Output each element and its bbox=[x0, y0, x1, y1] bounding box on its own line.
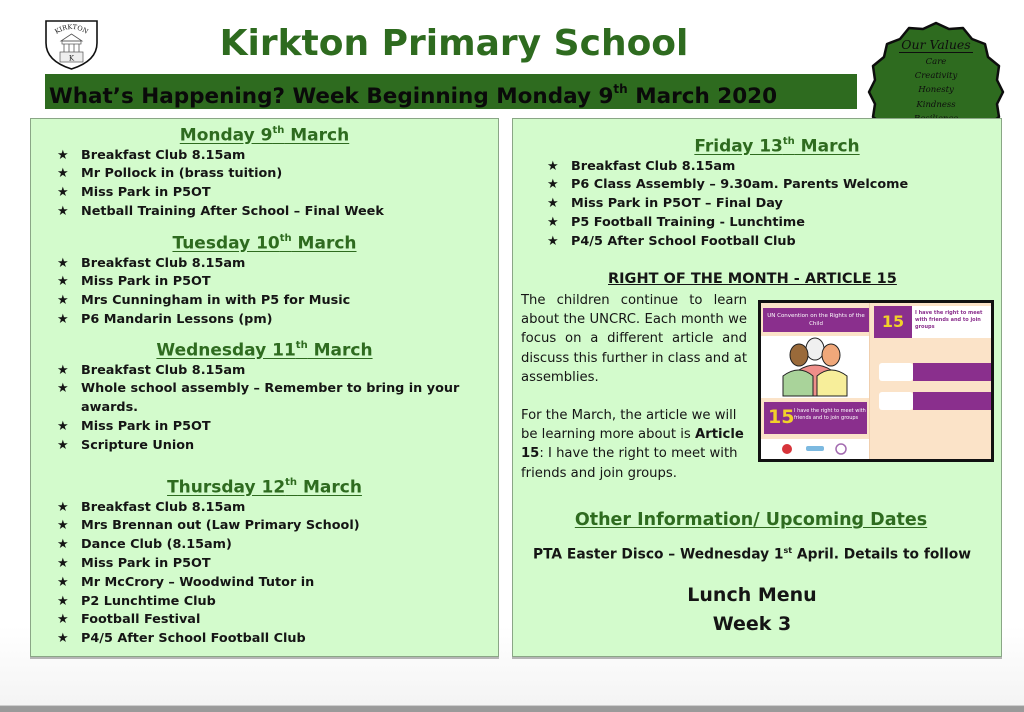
banner-sup: th bbox=[613, 82, 628, 96]
list-item: ★ Whole school assembly – Remember to bring in your awards. bbox=[57, 381, 460, 416]
article-number: 15 bbox=[768, 406, 795, 428]
poster-example-row bbox=[879, 392, 991, 410]
star-bullet-icon: ★ bbox=[57, 362, 69, 378]
star-bullet-icon: ★ bbox=[57, 499, 69, 515]
list-item: ★ Breakfast Club 8.15am bbox=[55, 255, 498, 274]
list-item: ★ Mrs Cunningham in with P5 for Music bbox=[55, 292, 498, 311]
article-paragraph: For the March, the article we will be learning more about is Article 15: I have the right to meet with friends and join groups. bbox=[521, 408, 744, 481]
uncrc-description bbox=[521, 291, 747, 502]
star-bullet-icon: ★ bbox=[57, 518, 69, 534]
weekday-schedule-panel bbox=[30, 118, 499, 657]
value-item: Care bbox=[925, 57, 947, 67]
list-item: ★ Mr Pollock in (brass tuition) bbox=[55, 165, 498, 184]
star-bullet-icon: ★ bbox=[57, 437, 69, 453]
event-list bbox=[31, 255, 498, 330]
list-item: ★ P6 Mandarin Lessons (pm) bbox=[55, 311, 498, 330]
list-item: ★ Miss Park in P5OT bbox=[55, 273, 498, 292]
article-label: Article 15 bbox=[521, 427, 744, 462]
day-heading: Monday 9th March bbox=[179, 125, 350, 146]
friday-and-info-panel bbox=[512, 118, 1002, 657]
star-bullet-icon: ★ bbox=[57, 312, 69, 328]
list-item: ★ Football Festival bbox=[55, 611, 498, 630]
crest-letter: K bbox=[68, 54, 75, 63]
day-heading: Thursday 12th March bbox=[167, 477, 362, 498]
star-bullet-icon: ★ bbox=[547, 158, 559, 174]
value-item: Honesty bbox=[918, 85, 954, 96]
list-item: ★ Scripture Union bbox=[55, 437, 498, 456]
event-list bbox=[521, 158, 1001, 252]
uncrc-article-15-poster bbox=[758, 300, 994, 462]
star-bullet-icon: ★ bbox=[57, 274, 69, 290]
day-section-thursday bbox=[31, 473, 498, 649]
star-bullet-icon: ★ bbox=[547, 196, 559, 212]
star-bullet-icon: ★ bbox=[57, 556, 69, 572]
value-item: Creativity bbox=[914, 71, 958, 82]
week-banner bbox=[45, 74, 857, 109]
other-info-heading: Other Information/ Upcoming Dates bbox=[574, 510, 928, 530]
values-title: Our Values bbox=[901, 37, 971, 52]
list-item: ★ Mr McCrory – Woodwind Tutor in bbox=[55, 574, 498, 593]
day-section-wednesday bbox=[31, 336, 498, 456]
list-item: ★ Miss Park in P5OT bbox=[55, 555, 498, 574]
list-item: ★ Breakfast Club 8.15am bbox=[55, 499, 498, 518]
banner-text-end: March 2020 bbox=[627, 84, 778, 110]
crest-text: KIRKTON bbox=[53, 22, 90, 36]
list-item: ★ P4/5 After School Football Club bbox=[545, 233, 1001, 252]
star-bullet-icon: ★ bbox=[57, 593, 69, 609]
school-title: Kirkton Primary School bbox=[219, 23, 689, 64]
day-heading: Tuesday 10th March bbox=[172, 233, 357, 254]
list-item: ★ P4/5 After School Football Club bbox=[55, 630, 498, 649]
children-illustration-icon bbox=[761, 336, 869, 398]
list-item: ★ Breakfast Club 8.15am bbox=[55, 147, 498, 166]
day-section-friday bbox=[547, 132, 1001, 252]
article-text: I have the right to meet with friends and to join groups bbox=[915, 310, 983, 330]
lunch-menu-title: Lunch Menu bbox=[687, 584, 817, 606]
list-item: ★ Mrs Brennan out (Law Primary School) bbox=[55, 517, 498, 536]
list-item: ★ Breakfast Club 8.15am bbox=[545, 158, 1001, 177]
star-bullet-icon: ★ bbox=[57, 255, 69, 271]
star-bullet-icon: ★ bbox=[57, 631, 69, 647]
star-bullet-icon: ★ bbox=[57, 537, 69, 553]
list-item: ★ Netball Training After School – Final Week bbox=[55, 203, 498, 222]
star-bullet-icon: ★ bbox=[57, 166, 69, 182]
list-item: ★ Miss Park in P5OT bbox=[55, 418, 498, 437]
star-bullet-icon: ★ bbox=[57, 612, 69, 628]
star-bullet-icon: ★ bbox=[57, 293, 69, 309]
poster-logos bbox=[761, 439, 869, 459]
star-bullet-icon: ★ bbox=[57, 185, 69, 201]
list-item: ★ Dance Club (8.15am) bbox=[55, 536, 498, 555]
article-number: 15 bbox=[874, 306, 912, 338]
pta-event: PTA Easter Disco – Wednesday 1st April. Details to follow bbox=[532, 546, 971, 563]
day-section-tuesday bbox=[31, 229, 498, 330]
star-bullet-icon: ★ bbox=[547, 233, 559, 249]
lunch-menu-week: Week 3 bbox=[712, 613, 792, 635]
poster-explanation-row bbox=[879, 363, 991, 381]
list-item: ★ P5 Football Training - Lunchtime bbox=[545, 214, 1001, 233]
article-text: I have the right to meet with friends and to join groups bbox=[794, 408, 866, 421]
uncrc-paragraph: The children continue to learn about the UNCRC. Each month we focus on a different article and discuss this further in class and at assemblies. bbox=[521, 293, 747, 385]
list-item: ★ P2 Lunchtime Club bbox=[55, 593, 498, 612]
poster-banner: UN Convention on the Rights of the Child bbox=[763, 308, 869, 332]
banner-text: What’s Happening? Week Beginning Monday 9 bbox=[49, 84, 614, 110]
day-heading: Friday 13th March bbox=[694, 136, 860, 157]
article-15-card bbox=[764, 402, 867, 434]
list-item: ★ Miss Park in P5OT bbox=[55, 184, 498, 203]
star-bullet-icon: ★ bbox=[57, 204, 69, 220]
event-list bbox=[31, 147, 498, 222]
lunch-menu bbox=[513, 581, 991, 639]
star-bullet-icon: ★ bbox=[547, 177, 559, 193]
day-section-monday bbox=[31, 121, 498, 222]
list-item: ★ P6 Class Assembly – 9.30am. Parents Welcome bbox=[545, 176, 1001, 195]
event-list bbox=[31, 362, 498, 456]
star-bullet-icon: ★ bbox=[57, 147, 69, 163]
value-item: Kindness bbox=[916, 99, 956, 110]
list-item: ★ Breakfast Club 8.15am bbox=[55, 362, 498, 381]
day-heading: Wednesday 11th March bbox=[156, 340, 373, 361]
star-bullet-icon: ★ bbox=[57, 381, 69, 397]
star-bullet-icon: ★ bbox=[57, 574, 69, 590]
list-item: ★ Miss Park in P5OT – Final Day bbox=[545, 195, 1001, 214]
right-of-month-title: RIGHT OF THE MONTH - ARTICLE 15 bbox=[608, 271, 897, 287]
star-bullet-icon: ★ bbox=[57, 419, 69, 435]
event-list bbox=[31, 499, 498, 649]
article-header-card bbox=[874, 306, 991, 338]
star-bullet-icon: ★ bbox=[547, 215, 559, 231]
